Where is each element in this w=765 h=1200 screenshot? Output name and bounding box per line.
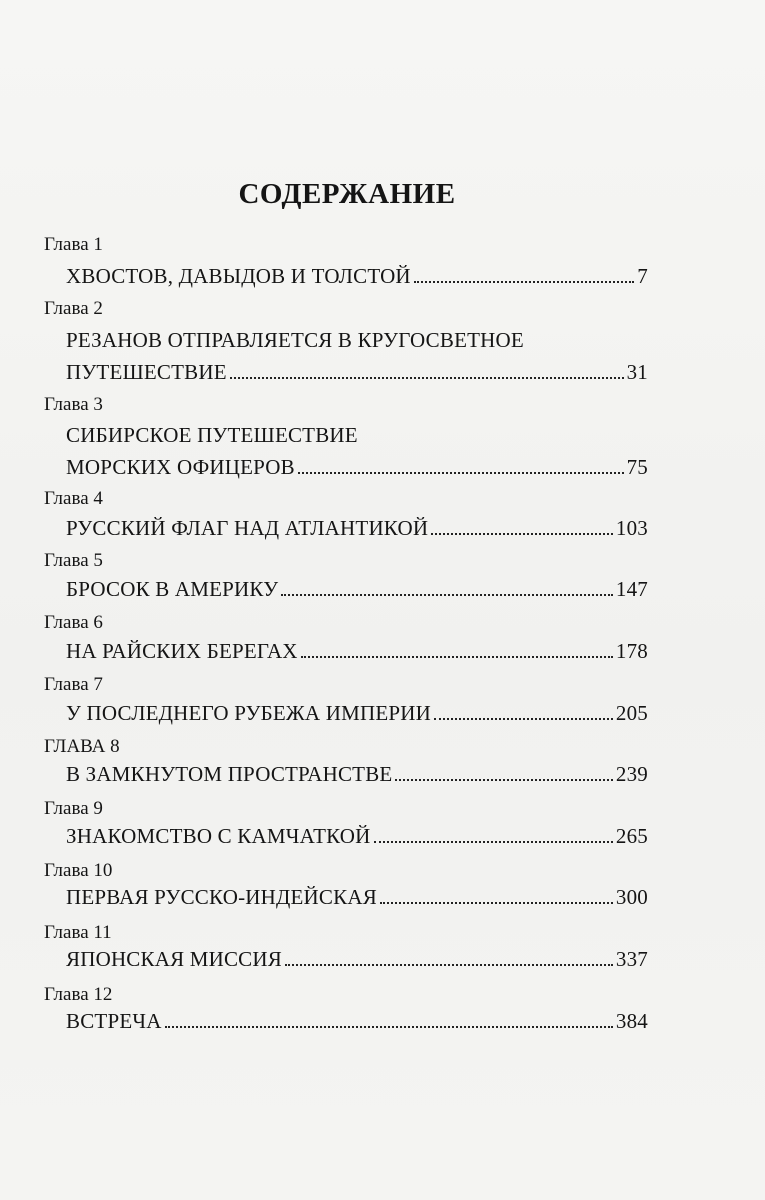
- page-number: 337: [615, 947, 648, 971]
- chapter-label: Глава 3: [44, 394, 103, 415]
- page-number: 300: [615, 885, 648, 909]
- page-number: 147: [615, 577, 648, 601]
- dot-leader: [281, 594, 613, 596]
- chapter-title-line: [66, 328, 648, 352]
- chapter-label: Глава 11: [44, 922, 112, 943]
- chapter-title-line-with-page: [66, 824, 648, 848]
- page-title: СОДЕРЖАНИЕ: [238, 178, 456, 210]
- page-number: 31: [626, 360, 648, 384]
- dot-leader: [285, 964, 613, 966]
- chapter-title-line-with-page: [66, 264, 648, 288]
- dot-leader: [431, 533, 613, 535]
- chapter-title: БРОСОК В АМЕРИКУ: [66, 577, 279, 601]
- chapter-label: Глава 5: [44, 550, 103, 571]
- dot-leader: [165, 1026, 613, 1028]
- chapter-label: Глава 6: [44, 612, 103, 633]
- chapter-title-line-with-page: [66, 701, 648, 725]
- chapter-title: НА РАЙСКИХ БЕРЕГАХ: [66, 639, 298, 663]
- chapter-label: Глава 12: [44, 984, 113, 1005]
- chapter-label: Глава 7: [44, 674, 103, 695]
- page-number: 75: [626, 455, 648, 479]
- chapter-title: ЗНАКОМСТВО С КАМЧАТКОЙ: [66, 824, 371, 848]
- chapter-title: РУССКИЙ ФЛАГ НАД АТЛАНТИКОЙ: [66, 516, 429, 540]
- chapter-title-line-with-page: [66, 762, 648, 786]
- chapter-title: МОРСКИХ ОФИЦЕРОВ: [66, 455, 295, 479]
- chapter-title: ЯПОНСКАЯ МИССИЯ: [66, 947, 282, 971]
- chapter-title-line-with-page: [66, 360, 648, 384]
- chapter-title: РЕЗАНОВ ОТПРАВЛЯЕТСЯ В КРУГОСВЕТНОЕ: [66, 328, 524, 352]
- chapter-title: ПЕРВАЯ РУССКО-ИНДЕЙСКАЯ: [66, 885, 377, 909]
- dot-leader: [434, 718, 613, 720]
- page-number: 103: [615, 516, 648, 540]
- chapter-label: Глава 10: [44, 860, 113, 881]
- chapter-label: Глава 9: [44, 798, 103, 819]
- chapter-title-line-with-page: [66, 1009, 648, 1033]
- page-number: 178: [615, 639, 648, 663]
- dot-leader: [374, 841, 613, 843]
- chapter-label: ГЛАВА 8: [44, 736, 120, 757]
- chapter-title: ХВОСТОВ, ДАВЫДОВ И ТОЛСТОЙ: [66, 264, 411, 288]
- dot-leader: [380, 902, 613, 904]
- chapter-title-line-with-page: [66, 639, 648, 663]
- page-number: 7: [637, 264, 648, 288]
- chapter-title-line-with-page: [66, 885, 648, 909]
- chapter-label: Глава 4: [44, 488, 103, 509]
- chapter-label: Глава 2: [44, 298, 103, 319]
- dot-leader: [298, 472, 624, 474]
- page-number: 265: [615, 824, 648, 848]
- dot-leader: [230, 377, 624, 379]
- page-number: 239: [615, 762, 648, 786]
- chapter-title: ВСТРЕЧА: [66, 1009, 162, 1033]
- chapter-title: ПУТЕШЕСТВИЕ: [66, 360, 227, 384]
- chapter-title: СИБИРСКОЕ ПУТЕШЕСТВИЕ: [66, 423, 358, 447]
- dot-leader: [395, 779, 612, 781]
- page-number: 384: [615, 1009, 648, 1033]
- chapter-title-line-with-page: [66, 455, 648, 479]
- chapter-title-line-with-page: [66, 577, 648, 601]
- chapter-title: У ПОСЛЕДНЕГО РУБЕЖА ИМПЕРИИ: [66, 701, 431, 725]
- chapter-label: Глава 1: [44, 234, 103, 255]
- chapter-title-line-with-page: [66, 516, 648, 540]
- page-number: 205: [615, 701, 648, 725]
- dot-leader: [414, 281, 634, 283]
- chapter-title-line: [66, 423, 648, 447]
- dot-leader: [301, 656, 613, 658]
- chapter-title: В ЗАМКНУТОМ ПРОСТРАНСТВЕ: [66, 762, 393, 786]
- chapter-title-line-with-page: [66, 947, 648, 971]
